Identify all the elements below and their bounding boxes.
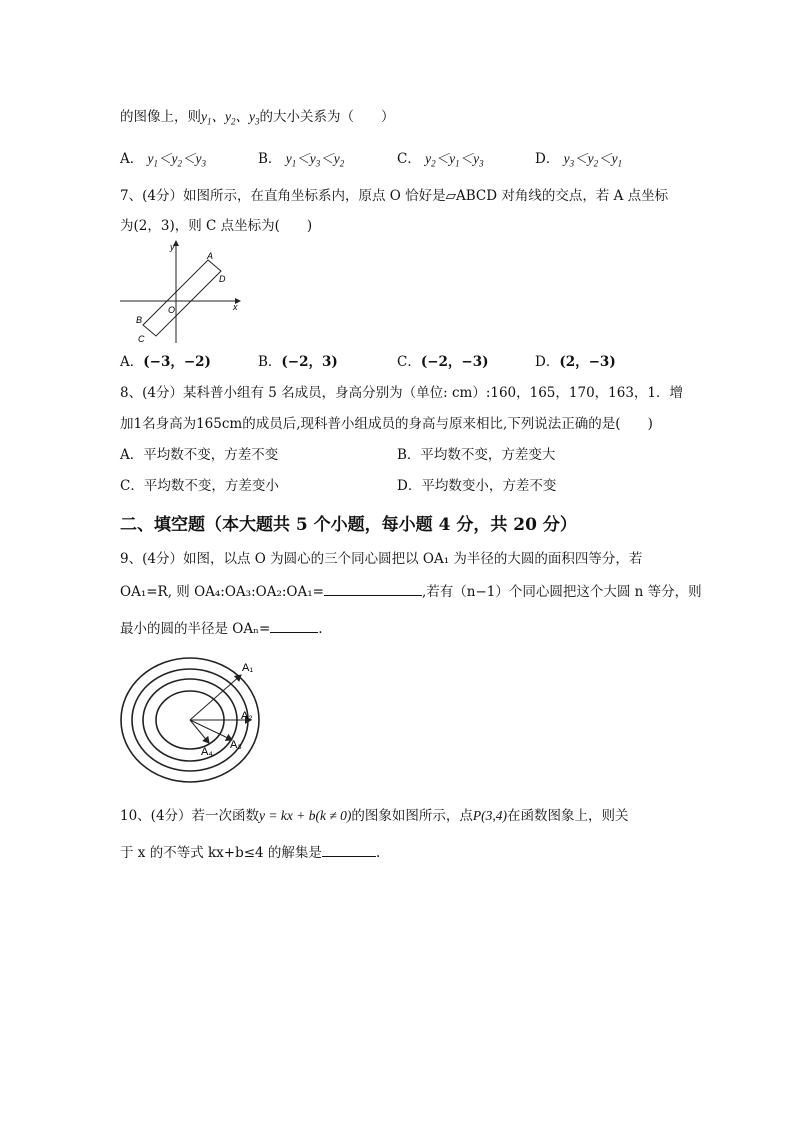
q9-line3-start: 最小的圆的半径是 OAₙ= [120,621,271,637]
q8-option-b[interactable] [397,445,555,465]
label-a2: A₂ [241,710,253,722]
q8-option-a[interactable] [120,445,278,465]
q8-line1: 8、(4分）某科普小组有 5 名成员，身高分别为（单位: cm）:160，165，170，163，1．增 [120,385,684,401]
q7-option-b[interactable] [258,352,338,372]
q9-line3-end: . [318,621,323,637]
q6-option-b-label: B． [258,151,282,167]
q6-option-a-text: $y_1<y_2<y_3$ [147,151,207,169]
q7-option-a-text: (−3，−2) [143,354,211,370]
q9-line2 [120,581,702,602]
q8-option-d-text: 平均数变小，方差不变 [421,478,557,494]
q10-line1-mid: 的图象如图所示，点 [351,808,473,824]
q7-option-d-label: D． [535,354,560,370]
parallelogram-abcd [143,260,221,336]
radius-oa1 [190,675,241,720]
q8-option-b-label: B． [397,447,421,463]
radius-oa4 [190,720,209,743]
q6-option-a-label: A． [120,151,144,167]
q6-option-d-text: $y_3<y_2<y_1$ [563,151,623,169]
q8-option-d-label: D． [397,478,422,494]
label-y: y [170,242,175,252]
q8-option-c-text: 平均数不变，方差变小 [143,478,279,494]
q10-line2-start: 于 x 的不等式 kx+b≤4 的解集是 [120,845,322,861]
label-o: O [168,305,176,315]
q6-option-d-label: D． [535,151,560,167]
q10-line1-end: 在函数图象上，则关 [507,808,629,824]
q8-option-a-text: 平均数不变，方差不变 [143,447,279,463]
q6-stem-line [120,107,395,132]
label-a3: A₃ [230,739,242,751]
q6-option-c[interactable] [397,149,484,174]
label-a1: A₁ [242,662,254,674]
q10-line1 [120,806,629,826]
q8-option-a-label: A． [120,447,144,463]
q8-line2: 加1名身高为165cm的成员后,现科普小组成员的身高与原来相比,下列说法正确的是( ) [120,416,653,432]
q9-blank-2[interactable] [270,618,318,633]
label-c: C [138,334,145,344]
radius-oa3 [190,720,232,740]
q10-function-expression: y = kx + b(k ≠ 0) [259,808,352,823]
q9-line3 [120,618,323,639]
q8-option-c-label: C． [120,478,144,494]
q6-option-b[interactable] [258,149,344,174]
q10-blank[interactable] [322,842,376,857]
label-a4: A₄ [201,746,213,758]
label-b: B [136,315,143,325]
q9-line2-start: OA₁=R, 则 OA₄:OA₃:OA₂:OA₁= [120,584,324,600]
q6-vars: $y_1$、$y_2$、$y_3$ [201,109,260,127]
q8-option-c[interactable] [120,476,279,496]
q7-coordinate-figure [115,238,245,348]
q6-option-c-label: C． [397,151,421,167]
q7-line2: 为(2，3)，则 C 点坐标为( ) [120,218,313,234]
q6-option-c-text: $y_2<y_1<y_3$ [425,151,484,169]
q7-option-a[interactable] [120,352,211,372]
q10-line2 [120,842,380,863]
q7-line1: 7、(4分）如图所示，在直角坐标系内，原点 O 恰好是▱ABCD 对角线的交点，若 A 点坐标 [120,188,669,204]
q6-option-b-text: $y_1<y_3<y_2$ [285,151,345,169]
label-a: A [207,251,214,261]
q9-line2-end: ,若有（n−1）个同心圆把这个大圆 n 等分，则 [421,584,702,600]
q9-concentric-circles-figure [115,655,275,795]
q8-option-d[interactable] [397,476,556,496]
q7-option-a-label: A． [120,354,144,370]
q9-blank-1[interactable] [324,581,422,596]
q10-line1-start: 10、(4分）若一次函数 [120,808,260,824]
q7-option-b-text: (−2，3) [281,354,338,370]
q10-point-p: P(3,4) [472,808,508,823]
q10-line2-end: . [375,845,381,861]
label-d: D [219,274,226,284]
q6-tail: 的大小关系为（ ） [259,109,395,125]
section-title: 二、填空题（本大题共 5 个小题，每小题 4 分，共 20 分） [120,515,577,535]
q7-option-d-text: (2，−3) [559,354,616,370]
q9-line1: 9、(4分）如图，以点 O 为圆心的三个同心圆把以 OA₁ 为半径的大圆的面积四等分，若 [120,551,643,567]
q7-option-b-label: B． [258,354,282,370]
q7-option-d[interactable] [535,352,616,372]
q6-stem: 的图像上，则 [120,109,201,125]
label-x: x [233,302,238,312]
q6-option-a[interactable] [120,149,206,174]
q7-option-c-label: C． [397,354,421,370]
q8-option-b-text: 平均数不变，方差变大 [420,447,556,463]
q6-option-d[interactable] [535,149,622,174]
q7-option-c[interactable] [397,352,489,372]
q7-option-c-text: (−2，−3) [420,354,489,370]
